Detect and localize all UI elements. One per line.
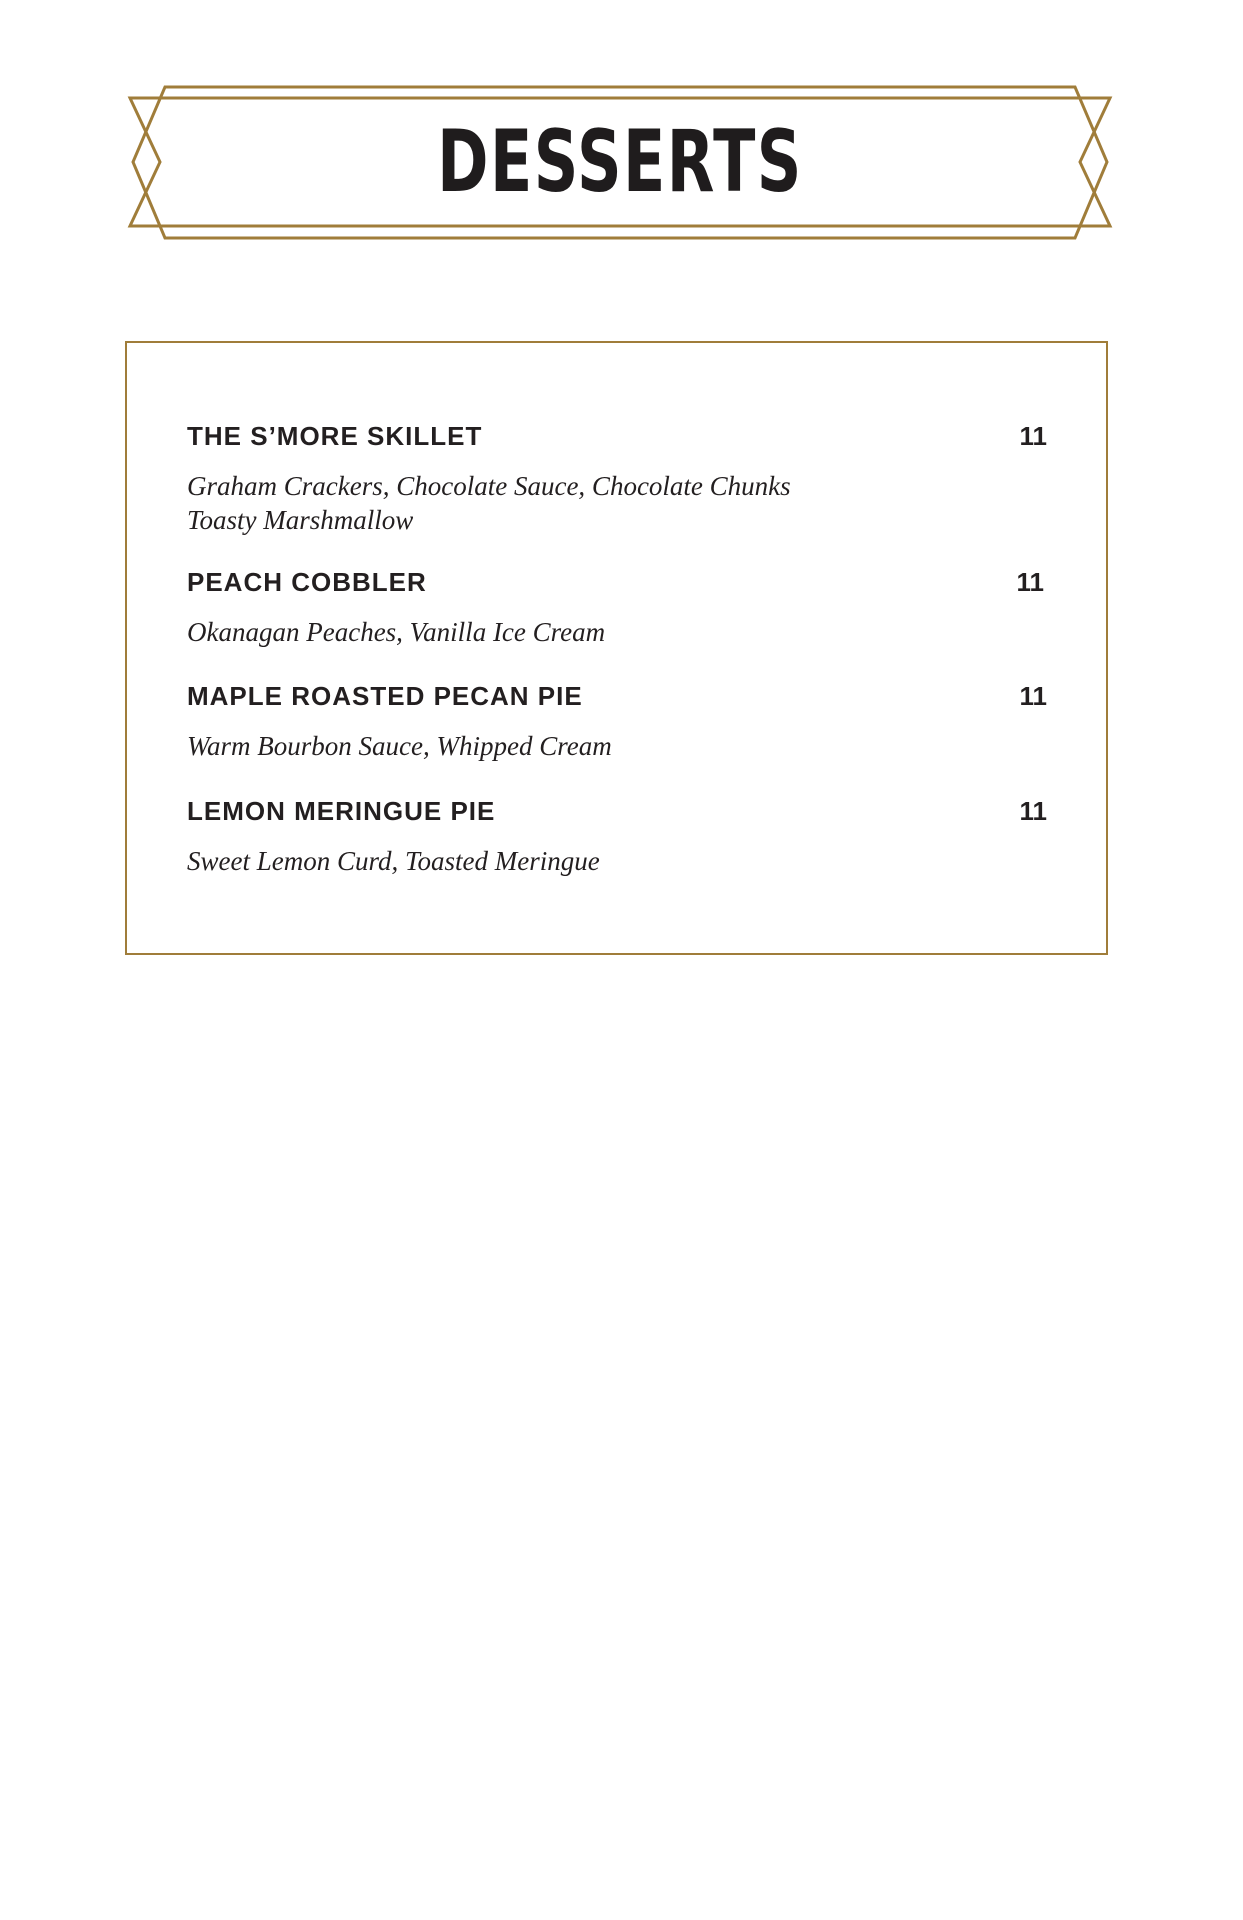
item-description (187, 615, 605, 649)
item-description-line: Warm Bourbon Sauce, Whipped Cream (187, 731, 612, 761)
item-price: 11 (1019, 421, 1047, 451)
item-description-line: Graham Crackers, Chocolate Sauce, Chocolate Chunks (187, 471, 791, 501)
dessert-menu-box (125, 341, 1108, 955)
item-name: LEMON MERINGUE PIE (187, 796, 496, 826)
item-description (187, 469, 791, 537)
item-description (187, 729, 612, 763)
item-name: PEACH COBBLER (187, 567, 427, 597)
item-description (187, 844, 600, 878)
item-name: THE S’MORE SKILLET (187, 421, 483, 451)
item-price: 11 (1019, 681, 1047, 711)
title-banner (120, 80, 1120, 245)
item-name: MAPLE ROASTED PECAN PIE (187, 681, 583, 711)
item-description-line: Okanagan Peaches, Vanilla Ice Cream (187, 617, 606, 647)
item-price: 11 (1016, 567, 1044, 597)
item-description-line: Sweet Lemon Curd, Toasted Meringue (187, 846, 600, 876)
page-title: DESSERTS (437, 112, 803, 212)
item-price: 11 (1019, 796, 1047, 826)
item-description-line: Toasty Marshmallow (187, 505, 414, 535)
